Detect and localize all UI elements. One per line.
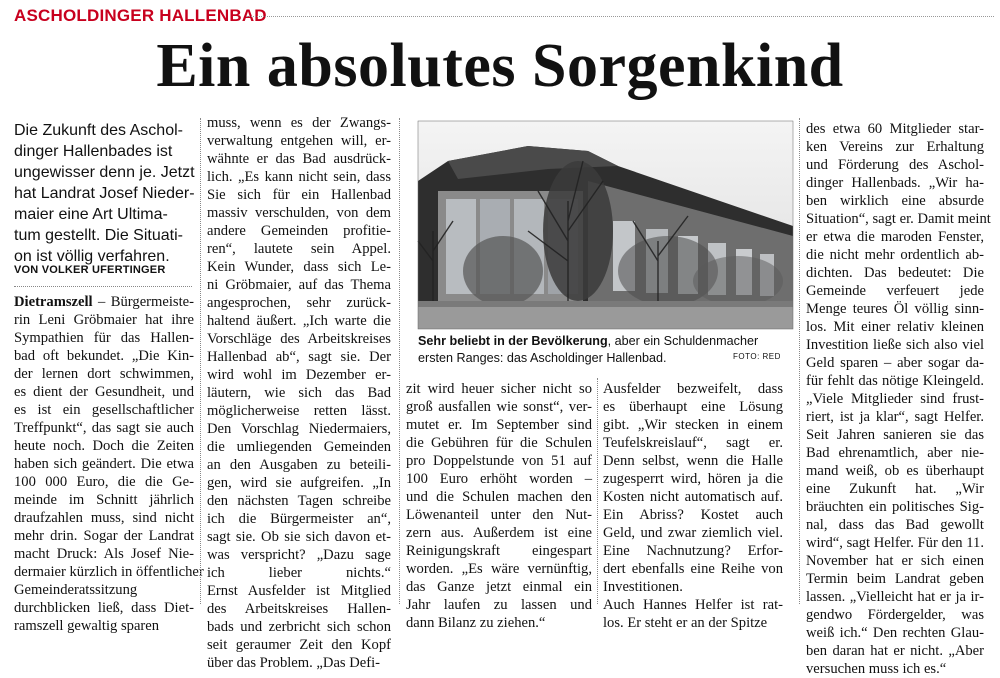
article-line: groß ausfallen wie sonst“, ver-	[406, 399, 592, 415]
kicker-divider	[246, 16, 994, 17]
article-line: versuchen muss ich es.“	[806, 661, 947, 677]
article-line: 100 Euro erhöht worden –	[406, 471, 592, 487]
article-line: Denn selbst, wenn die Halle	[603, 453, 783, 469]
article-line: meinde im Schnitt jährlich	[14, 492, 194, 508]
column-divider	[597, 378, 598, 604]
article-line: angesprochen, sehr zurück-	[207, 295, 391, 311]
article-line: bads und zerbricht sich schon	[207, 619, 391, 635]
byline: VON VOLKER UFERTINGER	[14, 264, 166, 276]
article-line: dichten. Das bedeutet: Die	[806, 265, 984, 281]
article-line: macht Druck: Als Josef Nie-	[14, 546, 194, 562]
article-line: bad oft bekundet. „Die Kin-	[14, 348, 194, 364]
article-line: über das Problem. „Das Defi-	[207, 655, 381, 671]
article-line: Ernst Ausfelder ist Mitglied	[207, 583, 391, 599]
article-line: andere Gemeinden profitie-	[207, 223, 391, 239]
article-line: was verspricht? „Dazu sage	[207, 547, 391, 563]
article-line: dann Bilanz zu ziehen.“	[406, 615, 546, 631]
article-column-5	[806, 120, 991, 677]
article-line: es dient der Gesundheit, und	[14, 384, 194, 400]
article-line: „Viele Mitglieder sind frust-	[806, 391, 984, 407]
dateline: Dietramszell	[14, 294, 93, 310]
article-line: Löwenanteil unter den Nut-	[406, 507, 592, 523]
article-line: Seit Jahren sanieren sie das	[806, 427, 984, 443]
article-line: ich die Bürgermeister an“,	[207, 511, 391, 527]
teaser-line: on ist völlig verfahren.	[14, 248, 170, 265]
caption-line-1	[418, 333, 793, 350]
teaser-line: ungewisser denn je. Jetzt	[14, 164, 195, 181]
article-line: es ist ein gesellschaftlicher	[14, 402, 194, 418]
article-line: worden. „Es wäre vernünftig,	[406, 561, 592, 577]
teaser-line: Die Zukunft des Aschol-	[14, 122, 183, 139]
article-line: die umliegenden Gemeinden	[207, 439, 391, 455]
article-line: Gemeinde verfeuert jede	[806, 283, 984, 299]
article-line: er etwa die maroden Fenster,	[806, 229, 984, 245]
teaser-line: tum gestellt. Die Situati-	[14, 227, 183, 244]
article-line: und die Schulen machen den	[406, 489, 592, 505]
teaser-line: hat Landrat Josef Nieder-	[14, 185, 195, 202]
article-line: Termin beim Landrat geben	[806, 571, 984, 587]
article-line: zern aus. Außerdem ist eine	[406, 525, 592, 541]
article-line: läutern, wie sich das Bad	[207, 385, 391, 401]
photo-image	[418, 121, 793, 329]
article-line: ich lieber nichts.“	[207, 565, 391, 581]
article-column-2	[207, 114, 391, 671]
article-line: Kein Wunder, dass sich Le-	[207, 259, 391, 275]
article-line: heute noch. Doch die Zeiten	[14, 438, 194, 454]
article-line: pro Doppelstunde von 51 auf	[406, 453, 592, 469]
article-line: die nicht mehr ordentlich ab-	[806, 247, 984, 263]
article-line: Sie sich für ein Hallenbad	[207, 187, 391, 203]
column-divider	[200, 118, 201, 604]
caption-bold: Sehr beliebt in der Bevölkerung	[418, 334, 608, 348]
article-line: November hat er sich einen	[806, 553, 984, 569]
article-line: ren“, lautete sein Appel.	[207, 241, 391, 257]
article-line: lassen. „Vielleicht hat er ja ir-	[806, 589, 984, 605]
article-line	[14, 293, 194, 311]
column-divider	[799, 118, 800, 604]
article-line: haltend äußert. „Ich warte die	[207, 313, 391, 329]
article-line: für fehlt das nötige Kleingeld.	[806, 373, 984, 389]
article-line: Treffpunkt“, das sagt sie auch	[14, 420, 194, 436]
article-line: weiß ich.“ Den rechten Glau-	[806, 625, 984, 641]
article-line: Ausfelder bezweifelt, dass	[603, 381, 783, 397]
article-line: Kosten nicht automatisch auf.	[603, 489, 783, 505]
article-line: wähnte er das Bad ausdrück-	[207, 151, 391, 167]
article-line: verwaltung entgehen will, er-	[207, 133, 391, 149]
article-line: gendwo Fördergelder, was	[806, 607, 984, 623]
article-line: das Ganze jetzt einmal ein	[406, 579, 592, 595]
caption-line-2: ersten Ranges: das Ascholdinger Hallenbad.	[418, 351, 667, 365]
article-line: lich. „Es kann nicht sein, dass	[207, 169, 391, 185]
article-line: Investition ließe sich also viel	[806, 337, 984, 353]
article-line: die Gebühren für die Schulen	[406, 435, 592, 451]
article-line: der lernen dort schwimmen,	[14, 366, 194, 382]
teaser	[14, 120, 195, 267]
article-line: durchblicken ließ, dass Diet-	[14, 600, 194, 616]
article-line: dinger Hallenbads. „Wir ha-	[806, 175, 984, 191]
article-line: los. Mit einer relativ kleinen	[806, 319, 984, 335]
photo-caption	[418, 333, 793, 367]
article-line: Menge teures Öl völlig sinn-	[806, 301, 984, 317]
article-line: Sympathien für das Hallen-	[14, 330, 194, 346]
article-line: ben daran hat er nicht. „Aber	[806, 643, 984, 659]
article-line: Den Vorschlag Niedermaiers,	[207, 421, 391, 437]
article-column-4	[603, 380, 783, 631]
article-line: mehr drin. Sogar der Landrat	[14, 528, 194, 544]
article-line: des Arbeitskreises Hallen-	[207, 601, 391, 617]
article-line: sagt sie. Ob sie sich davon et-	[207, 529, 391, 545]
article-line: wird“, sagt Helfer. Für den 11.	[806, 535, 984, 551]
article-line: ben wirklich eine absurde	[806, 193, 984, 209]
article-line: und Förderung des Aschol-	[806, 157, 984, 173]
photo-credit: FOTO: RED	[733, 352, 781, 361]
article-line: bräuchten ein politisches Sig-	[806, 499, 984, 515]
teaser-line: dinger Hallenbades ist	[14, 143, 173, 160]
article-line: den nächsten Tagen schreibe	[207, 493, 391, 509]
article-line: Gemeinderatssitzung	[14, 582, 138, 598]
teaser-line: maier eine Art Ultima-	[14, 206, 168, 223]
article-line: ken Vereins zur Erhaltung	[806, 139, 984, 155]
article-line: mutet er. Im September sind	[406, 417, 592, 433]
article-line: Eine Nachnutzung? Erfor-	[603, 543, 783, 559]
article-line: muss, wenn es der Zwangs-	[207, 115, 391, 131]
article-line: Situation“, sagt er. Damit meint	[806, 211, 991, 227]
article-line: dermaier kürzlich in öffentlicher	[14, 564, 204, 580]
article-line: Bad ehrenamtlich, aber nie-	[806, 445, 984, 461]
article-line: des etwa 60 Mitglieder star-	[806, 121, 984, 137]
article-line: Geld, und zwar ziemlich viel.	[603, 525, 783, 541]
article-line: Reinigungskraft eingespart	[406, 543, 592, 559]
article-line: rin Leni Gröbmaier hat ihre	[14, 312, 194, 328]
article-line: Vorschläge des Arbeitskreises	[207, 331, 391, 347]
caption-rest: , aber ein Schuldenmacher	[607, 334, 759, 348]
article-line: 100 000 Euro, die die Ge-	[14, 474, 194, 490]
article-line: nal, dass das Bad gewollt	[806, 517, 984, 533]
article-line: Jahr laufen zu lassen und	[406, 597, 592, 613]
article-line: zugesperrt wird, hören ja die	[603, 471, 783, 487]
article-line: Auch Hannes Helfer ist rat-	[603, 597, 783, 613]
article-line: dert ebenfalls eine Reihe von	[603, 561, 783, 577]
article-line: an den Ausgaben zu beteili-	[207, 457, 391, 473]
article-line-text: – Bürgermeiste-	[98, 294, 194, 310]
article-line: gen, wird sie aufgreifen. „In	[207, 475, 391, 491]
article-line: möglicherweise retten lässt.	[207, 403, 391, 419]
article-line: ramszell gewaltig sparen	[14, 618, 160, 634]
byline-divider	[14, 286, 192, 287]
article-line: haben sich geändert. Die etwa	[14, 456, 194, 472]
article-line: zit wird heuer sicher nicht so	[406, 381, 592, 397]
article-line: mand weiß, ob es überhaupt	[806, 463, 984, 479]
article-line: eine Zukunft hat. „Wir	[806, 481, 984, 497]
article-line: riert, ist ja klar“, sagt Helfer.	[806, 409, 984, 425]
article-line: Hallenbad ab“, sagt sie. Der	[207, 349, 391, 365]
article-column-3	[406, 380, 592, 631]
article-line: seit geraumer Zeit den Kopf	[207, 637, 391, 653]
article-line: Ein Abriss? Kostet auch	[603, 507, 783, 523]
article-line: massiv verschulden, von dem	[207, 205, 391, 221]
article-line: wird wohl im Dezember er-	[207, 367, 391, 383]
section-kicker: ASCHOLDINGER HALLENBAD	[14, 6, 267, 25]
article-column-1	[14, 293, 204, 634]
article-line: ni Gröbmaier, auf das Thema	[207, 277, 391, 293]
article-line: los. Er steht er an der Spitze	[603, 615, 768, 631]
headline: Ein absolutes Sorgenkind	[156, 32, 844, 100]
article-line: Geld sparen – aber sogar da-	[806, 355, 984, 371]
column-divider	[399, 118, 400, 604]
article-line: draufzahlen muss, sind nicht	[14, 510, 194, 526]
article-line: gibt. „Wir stecken in einem	[603, 417, 783, 433]
article-line: Investitionen.	[603, 579, 683, 595]
article-line: Teufelskreislauf“, sagt er.	[603, 435, 783, 451]
hallenbad-photo	[418, 121, 793, 329]
article-line: es überhaupt eine Lösung	[603, 399, 783, 415]
